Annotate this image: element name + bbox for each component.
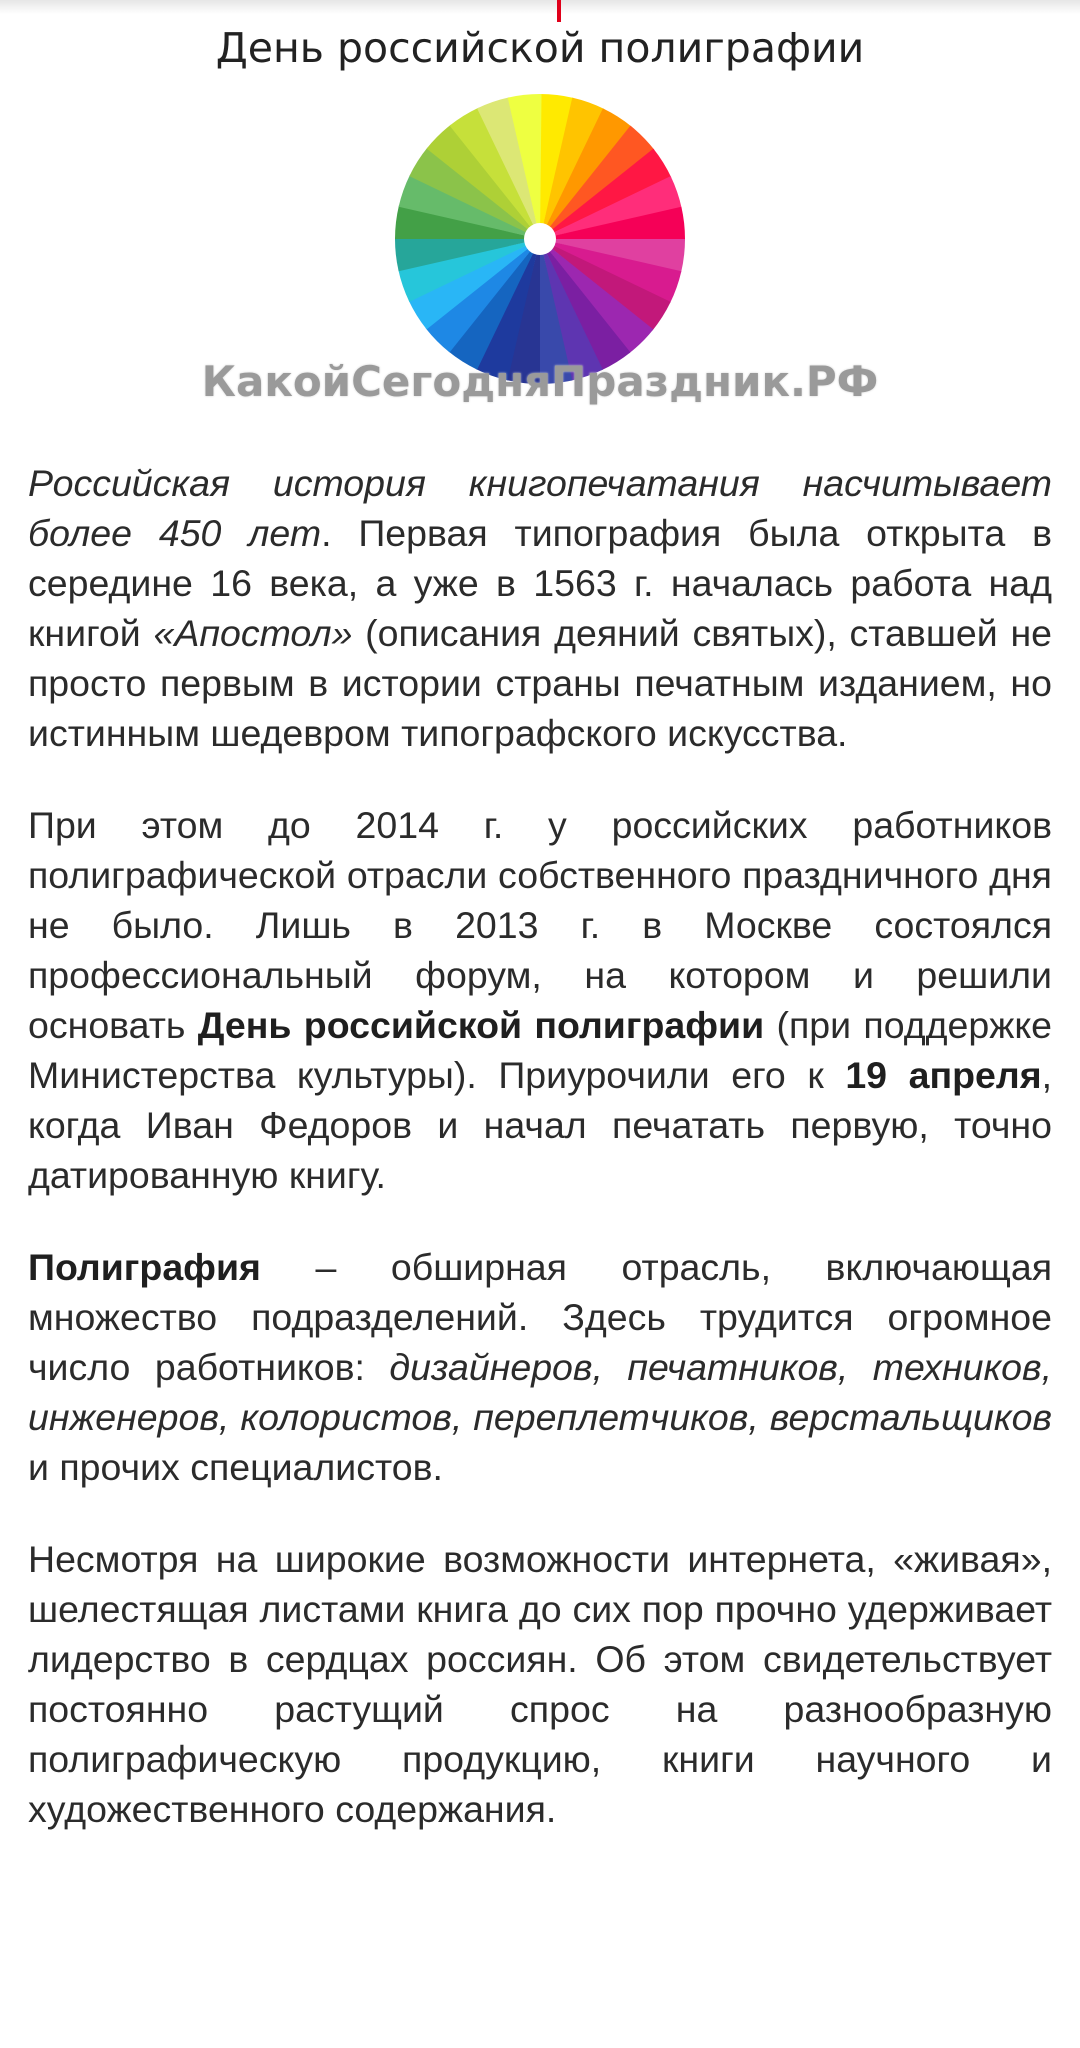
paragraph-holiday-origin [28, 800, 1052, 1200]
top-edge-shadow [0, 0, 1080, 14]
italic-text: Российская история книгопечатания насчитывает более 450 лет [28, 462, 1052, 554]
text: При этом до 2014 г. у российских работников полиграфической отрасли собственного праздничного дня не было. Лишь в 2013 г. в Москве состоялся профессиональный форум, на котором и решили основать [28, 804, 1052, 1046]
paragraph-conclusion [28, 1534, 1052, 1834]
paragraph-history [28, 458, 1052, 758]
text: и прочих специалистов. [28, 1446, 443, 1488]
italic-book-title: «Апостол» [153, 612, 353, 654]
italic-professions: дизайнеров, печатников, техников, инженеров, колористов, переплетчиков, верстальщиков [28, 1346, 1053, 1438]
text: (при поддержке Министерства культуры). Приурочили его к [28, 1004, 1053, 1096]
text: , когда Иван Федоров и начал печатать первую, точно датированную книгу. [28, 1054, 1052, 1196]
text: (описания деяний святых), ставшей не просто первым в истории страны печатным изданием, но истинным шедевром типографского искусства. [28, 612, 1053, 754]
text: – обширная отрасль, включающая множество подразделений. Здесь трудится огромное число работников: [28, 1246, 1052, 1388]
paragraph-industry [28, 1242, 1052, 1492]
bold-holiday-name: День российской полиграфии [197, 1004, 765, 1046]
bold-date: 19 апреля [845, 1054, 1042, 1096]
holiday-banner-image [0, 14, 1080, 414]
text: Несмотря на широкие возможности интернета, «живая», шелестящая листами книга до сих пор прочно удерживает лидерство в сердцах россиян. Об этом свидетельствует постоянно растущий спрос на разнообразную полиграфическую продукцию, книги научного и художественного содержания. [28, 1538, 1052, 1830]
wheel-center [524, 223, 556, 255]
article-body [28, 458, 1052, 1876]
banner-site-name: КакойСегодняПраздник.РФ [201, 357, 879, 406]
color-wheel-icon [395, 94, 685, 384]
banner-title: День российской полиграфии [215, 24, 865, 72]
text: . Первая типография была открыта в середине 16 века, а уже в 1563 г. началась работа над книгой [28, 512, 1052, 654]
bold-term: Полиграфия [28, 1246, 261, 1288]
